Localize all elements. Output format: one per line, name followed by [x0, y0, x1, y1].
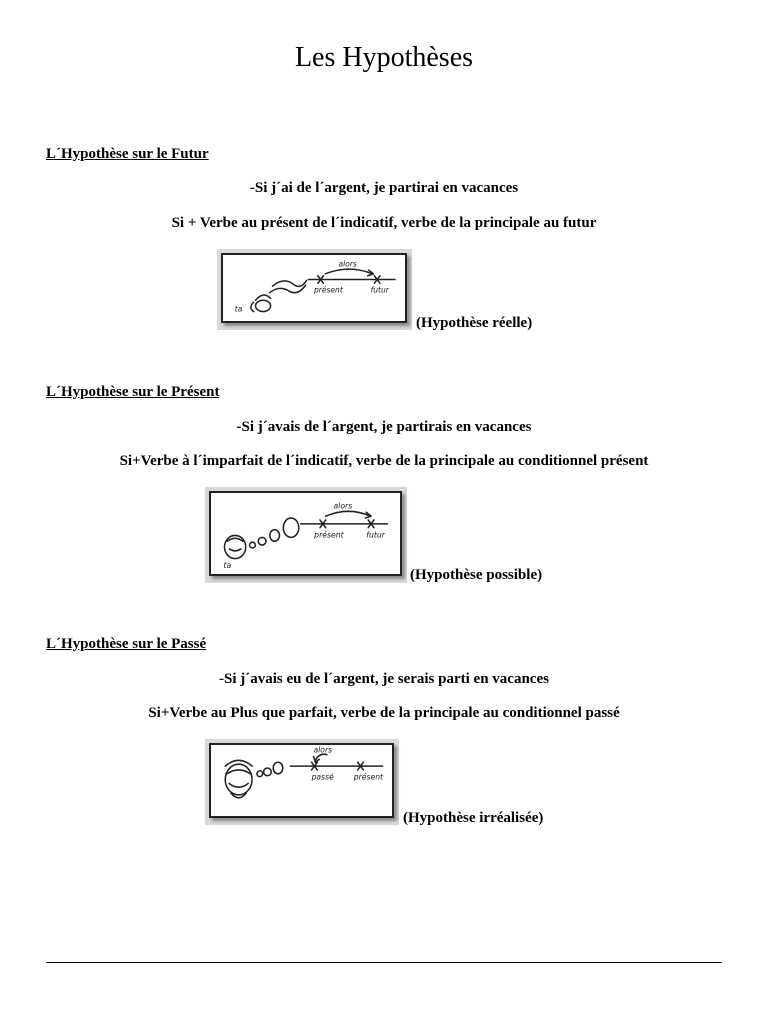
figure-left-label: présent — [314, 530, 344, 540]
section-heading: L´Hypothèse sur le Présent — [46, 384, 220, 400]
sketch-present — [211, 493, 400, 574]
example-sentence: -Si j´ai de l´argent, je partirai en vacances — [249, 180, 519, 196]
grammar-rule: Si+Verbe au Plus que parfait, verbe de la principale au conditionnel passé — [148, 705, 620, 721]
figure-top-label: alors — [338, 259, 357, 269]
figure-top-label: alors — [333, 501, 353, 511]
figure-left-label: passé — [311, 772, 334, 782]
figure-top-label: alors — [313, 745, 333, 755]
figure-left-label: présent — [314, 285, 343, 295]
hypothesis-caption: (Hypothèse réelle) — [416, 315, 533, 331]
figure-right-label: présent — [353, 772, 384, 782]
figure-corner-label: ta — [223, 561, 232, 571]
figure-corner-label: ta — [234, 304, 243, 314]
example-sentence: -Si j´avais de l´argent, je partirais en vacances — [236, 419, 532, 435]
hypothesis-caption: (Hypothèse possible) — [410, 567, 543, 583]
figure-right-label: futur — [370, 285, 389, 295]
section-heading: L´Hypothèse sur le Futur — [46, 146, 209, 162]
sketch-futur — [223, 255, 405, 321]
sketch-passe — [211, 745, 392, 816]
illustration-passe — [205, 739, 399, 825]
grammar-rule: Si+Verbe à l´imparfait de l´indicatif, verbe de la principale au conditionnel présent — [119, 453, 649, 469]
example-sentence: -Si j´avais eu de l´argent, je serais parti en vacances — [219, 671, 549, 687]
hypothesis-caption: (Hypothèse irréalisée) — [403, 810, 544, 826]
footer-divider — [46, 962, 722, 963]
page-title: Les Hypothèses — [294, 42, 474, 73]
grammar-rule: Si + Verbe au présent de l´indicatif, verbe de la principale au futur — [171, 215, 597, 231]
illustration-present — [205, 487, 407, 583]
illustration-futur — [217, 249, 412, 330]
section-heading: L´Hypothèse sur le Passé — [46, 636, 207, 652]
figure-right-label: futur — [366, 530, 385, 540]
